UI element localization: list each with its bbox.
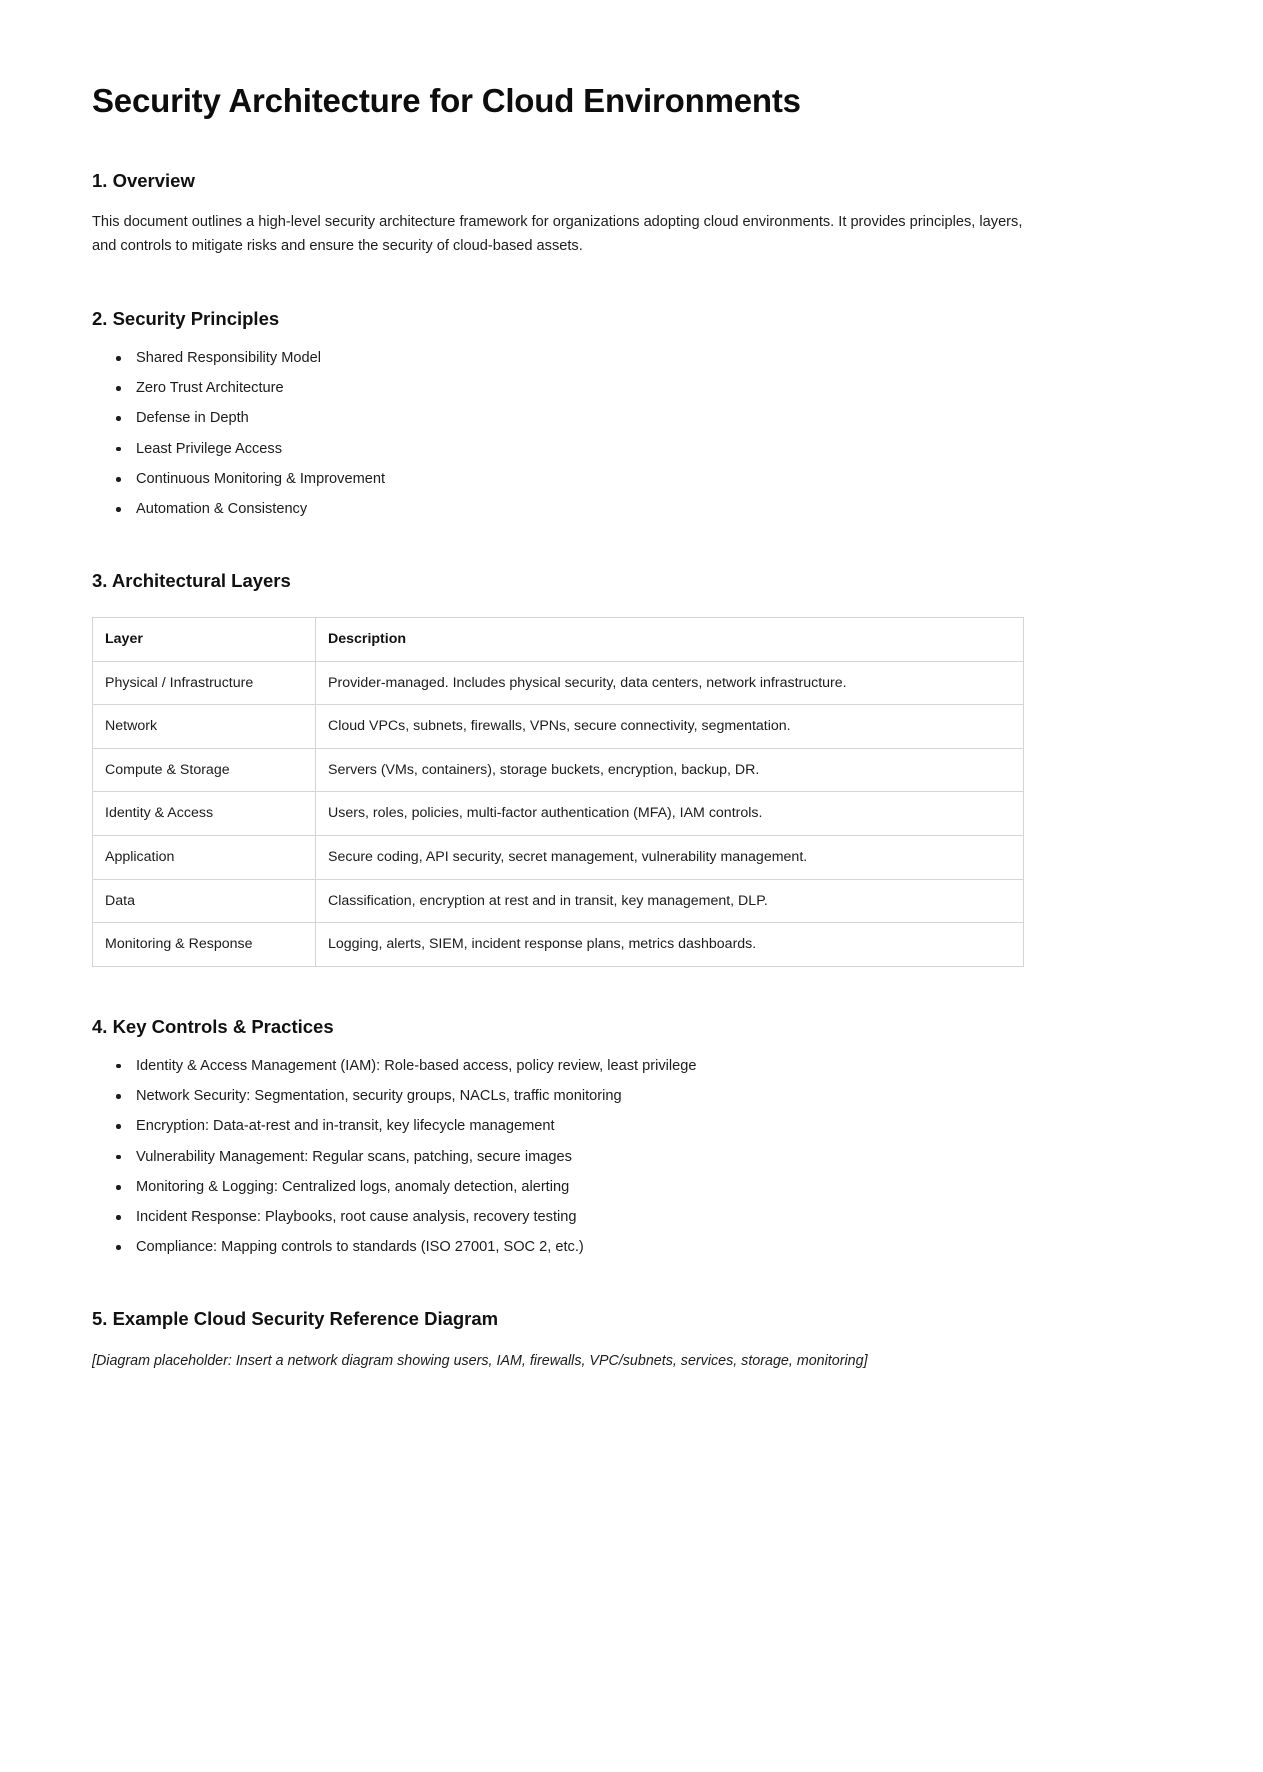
cell-description: Provider-managed. Includes physical security, data centers, network infrastructure. (316, 661, 1024, 705)
table-row (93, 879, 1024, 923)
section-architectural-layers (92, 569, 1143, 967)
list-item: Monitoring & Logging: Centralized logs, anomaly detection, alerting (114, 1176, 1143, 1199)
cell-layer: Identity & Access (93, 792, 316, 836)
list-item: Compliance: Mapping controls to standards (ISO 27001, SOC 2, etc.) (114, 1236, 1143, 1259)
section-key-controls (92, 1015, 1143, 1259)
cell-layer: Monitoring & Response (93, 923, 316, 967)
section-heading-overview: 1. Overview (92, 170, 195, 192)
diagram-placeholder-text: [Diagram placeholder: Insert a network diagram showing users, IAM, firewalls, VPC/subnets, services, storage, monitoring] (92, 1353, 868, 1370)
cell-description: Users, roles, policies, multi-factor authentication (MFA), IAM controls. (316, 792, 1024, 836)
table-header-row (93, 618, 1024, 662)
principles-list (92, 347, 1143, 521)
list-item: Vulnerability Management: Regular scans, patching, secure images (114, 1146, 1143, 1169)
list-item: Least Privilege Access (114, 438, 1143, 461)
list-item: Identity & Access Management (IAM): Role-based access, policy review, least privilege (114, 1055, 1143, 1078)
cell-description: Cloud VPCs, subnets, firewalls, VPNs, secure connectivity, segmentation. (316, 705, 1024, 749)
table-row (93, 705, 1024, 749)
cell-layer: Application (93, 836, 316, 880)
section-overview (92, 169, 1143, 259)
table-row (93, 836, 1024, 880)
cell-description: Secure coding, API security, secret management, vulnerability management. (316, 836, 1024, 880)
section-security-principles (92, 307, 1143, 521)
list-item: Defense in Depth (114, 407, 1143, 430)
column-header-description: Description (316, 618, 1024, 662)
list-item: Incident Response: Playbooks, root cause analysis, recovery testing (114, 1206, 1143, 1229)
table-row (93, 923, 1024, 967)
section-heading-diagram: 5. Example Cloud Security Reference Diagram (92, 1308, 499, 1330)
section-reference-diagram (92, 1307, 1143, 1372)
list-item: Encryption: Data-at-rest and in-transit, key lifecycle management (114, 1115, 1143, 1138)
list-item: Zero Trust Architecture (114, 377, 1143, 400)
page-title: Security Architecture for Cloud Environments (92, 82, 801, 119)
cell-layer: Physical / Infrastructure (93, 661, 316, 705)
cell-layer: Network (93, 705, 316, 749)
table-row (93, 792, 1024, 836)
section-heading-controls: 4. Key Controls & Practices (92, 1015, 334, 1037)
architectural-layers-table (92, 617, 1024, 967)
controls-list (92, 1055, 1143, 1259)
list-item: Continuous Monitoring & Improvement (114, 468, 1143, 491)
cell-layer: Data (93, 879, 316, 923)
section-heading-principles: 2. Security Principles (92, 307, 280, 329)
cell-description: Classification, encryption at rest and in transit, key management, DLP. (316, 879, 1024, 923)
cell-layer: Compute & Storage (93, 748, 316, 792)
column-header-layer: Layer (93, 618, 316, 662)
table-row (93, 661, 1024, 705)
list-item: Shared Responsibility Model (114, 347, 1143, 370)
table-row (93, 748, 1024, 792)
cell-description: Logging, alerts, SIEM, incident response plans, metrics dashboards. (316, 923, 1024, 967)
cell-description: Servers (VMs, containers), storage buckets, encryption, backup, DR. (316, 748, 1024, 792)
list-item: Network Security: Segmentation, security groups, NACLs, traffic monitoring (114, 1085, 1143, 1108)
overview-paragraph: This document outlines a high-level security architecture framework for organizations adopting cloud environments. It provides principles, layers, and controls to mitigate risks and ensure the security of cloud-based assets. (92, 214, 1023, 255)
section-heading-layers: 3. Architectural Layers (92, 570, 291, 591)
list-item: Automation & Consistency (114, 498, 1143, 521)
